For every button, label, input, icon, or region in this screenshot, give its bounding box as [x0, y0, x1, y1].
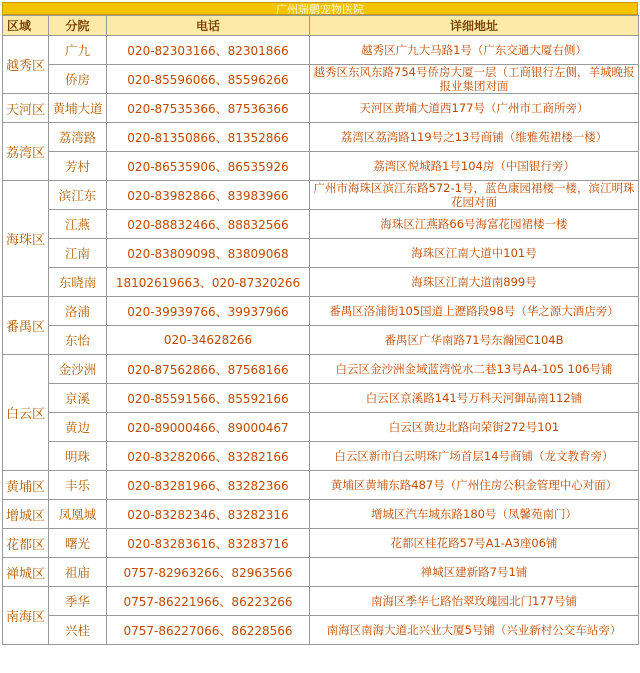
address-cell: 增城区汽车城东路180号（凤馨苑南门） [310, 500, 639, 529]
address-cell: 番禺区洛浦街105国道上瀝路段98号（华之源大酒店旁） [310, 297, 639, 326]
table-row [3, 442, 639, 471]
phone-cell: 020-83809098、83809068 [107, 239, 310, 268]
branch-cell: 滨江东 [49, 181, 107, 210]
address-cell: 越秀区东风东路754号侨房大厦一层（工商银行左侧，羊城晚报报业集团对面 [310, 65, 639, 94]
phone-cell: 18102619663、020-87320266 [107, 268, 310, 297]
address-cell: 海珠区江燕路66号海富花园裙楼一楼 [310, 210, 639, 239]
phone-cell: 020-87562866、87568166 [107, 355, 310, 384]
branch-cell: 黄埔大道 [49, 94, 107, 123]
branch-cell: 荔湾路 [49, 123, 107, 152]
address-cell: 白云区金沙洲金域蓝湾悦水二巷13号A4-105 106号铺 [310, 355, 639, 384]
address-cell: 白云区黄边北路向荣街272号101 [310, 413, 639, 442]
table-title: 广州瑞鹏宠物医院 [2, 2, 638, 15]
region-cell: 禅城区 [3, 558, 49, 587]
region-cell: 番禺区 [3, 297, 49, 355]
branch-cell: 东晓南 [49, 268, 107, 297]
address-cell: 海珠区江南大道中101号 [310, 239, 639, 268]
table-row [3, 529, 639, 558]
table-row [3, 181, 639, 210]
branch-cell: 金沙洲 [49, 355, 107, 384]
branch-cell: 芳村 [49, 152, 107, 181]
phone-cell: 020-83281966、83282366 [107, 471, 310, 500]
branch-cell: 江南 [49, 239, 107, 268]
region-cell: 荔湾区 [3, 123, 49, 181]
table-row [3, 500, 639, 529]
branch-cell: 江燕 [49, 210, 107, 239]
region-cell: 黄埔区 [3, 471, 49, 500]
branch-cell: 曙光 [49, 529, 107, 558]
header-region: 区域 [3, 16, 49, 36]
phone-cell: 020-83282346、83282316 [107, 500, 310, 529]
branch-cell: 明珠 [49, 442, 107, 471]
phone-cell: 020-85591566、85592166 [107, 384, 310, 413]
table-row [3, 616, 639, 645]
phone-cell: 020-83283616、83283716 [107, 529, 310, 558]
table-row [3, 65, 639, 94]
branch-cell: 侨房 [49, 65, 107, 94]
table-body [3, 36, 639, 645]
table-row [3, 355, 639, 384]
table-row [3, 413, 639, 442]
table-row [3, 239, 639, 268]
address-cell: 黄埔区黄埔东路487号（广州住房公积金管理中心对面） [310, 471, 639, 500]
address-cell: 白云区京溪路141号万科天河御品南112铺 [310, 384, 639, 413]
phone-cell: 0757-86227066、86228566 [107, 616, 310, 645]
table-row [3, 558, 639, 587]
table-row [3, 587, 639, 616]
region-cell: 南海区 [3, 587, 49, 645]
branch-cell: 祖庙 [49, 558, 107, 587]
branch-cell: 黄边 [49, 413, 107, 442]
region-cell: 天河区 [3, 94, 49, 123]
address-cell: 南海区南海大道北兴业大厦5号铺（兴业新村公交车站旁） [310, 616, 639, 645]
phone-cell: 0757-82963266、82963566 [107, 558, 310, 587]
address-cell: 越秀区广九大马路1号（广东交通大厦右侧） [310, 36, 639, 65]
branch-cell: 京溪 [49, 384, 107, 413]
branch-cell: 丰乐 [49, 471, 107, 500]
address-cell: 番禺区广华南路71号东瀚园C104B [310, 326, 639, 355]
address-cell: 荔湾区荔湾路119号之13号商铺（维雅苑裙楼一楼） [310, 123, 639, 152]
directory-table [2, 15, 639, 645]
branch-cell: 季华 [49, 587, 107, 616]
branch-cell: 兴桂 [49, 616, 107, 645]
table-row [3, 123, 639, 152]
branch-cell: 广九 [49, 36, 107, 65]
branch-cell: 凤凰城 [49, 500, 107, 529]
region-cell: 白云区 [3, 355, 49, 471]
header-address: 详细地址 [310, 16, 639, 36]
table-row [3, 471, 639, 500]
phone-cell: 020-81350866、81352866 [107, 123, 310, 152]
address-cell: 南海区季华七路怡翠玫瑰园北门177号铺 [310, 587, 639, 616]
phone-cell: 020-88832466、88832566 [107, 210, 310, 239]
table-row [3, 297, 639, 326]
region-cell: 海珠区 [3, 181, 49, 297]
phone-cell: 020-34628266 [107, 326, 310, 355]
region-cell: 越秀区 [3, 36, 49, 94]
address-cell: 天河区黄埔大道西177号（广州市工商所旁） [310, 94, 639, 123]
hospital-directory [2, 2, 638, 645]
header-phone: 电话 [107, 16, 310, 36]
phone-cell: 020-85596066、85596266 [107, 65, 310, 94]
table-row [3, 36, 639, 65]
address-cell: 海珠区江南大道南899号 [310, 268, 639, 297]
branch-cell: 东怡 [49, 326, 107, 355]
table-row [3, 384, 639, 413]
phone-cell: 020-83282066、83282166 [107, 442, 310, 471]
address-cell: 荔湾区悦城路1号104房（中国银行旁） [310, 152, 639, 181]
table-row [3, 326, 639, 355]
table-row [3, 210, 639, 239]
address-cell: 花都区桂花路57号A1-A3座06铺 [310, 529, 639, 558]
table-row [3, 152, 639, 181]
phone-cell: 020-39939766、39937966 [107, 297, 310, 326]
address-cell: 白云区新市白云明珠广场首层14号商铺（龙文教育旁） [310, 442, 639, 471]
header-branch: 分院 [49, 16, 107, 36]
header-row [3, 16, 639, 36]
phone-cell: 020-87535366、87536366 [107, 94, 310, 123]
address-cell: 广州市海珠区滨江东路572-1号，蓝色康园裙楼一楼，滨江明珠花园对面 [310, 181, 639, 210]
region-cell: 增城区 [3, 500, 49, 529]
phone-cell: 020-86535906、86535926 [107, 152, 310, 181]
table-row [3, 268, 639, 297]
phone-cell: 020-82303166、82301866 [107, 36, 310, 65]
address-cell: 禅城区建新路7号1铺 [310, 558, 639, 587]
phone-cell: 0757-86221966、86223266 [107, 587, 310, 616]
table-row [3, 94, 639, 123]
phone-cell: 020-89000466、89000467 [107, 413, 310, 442]
region-cell: 花都区 [3, 529, 49, 558]
branch-cell: 洛浦 [49, 297, 107, 326]
phone-cell: 020-83982866、83983966 [107, 181, 310, 210]
